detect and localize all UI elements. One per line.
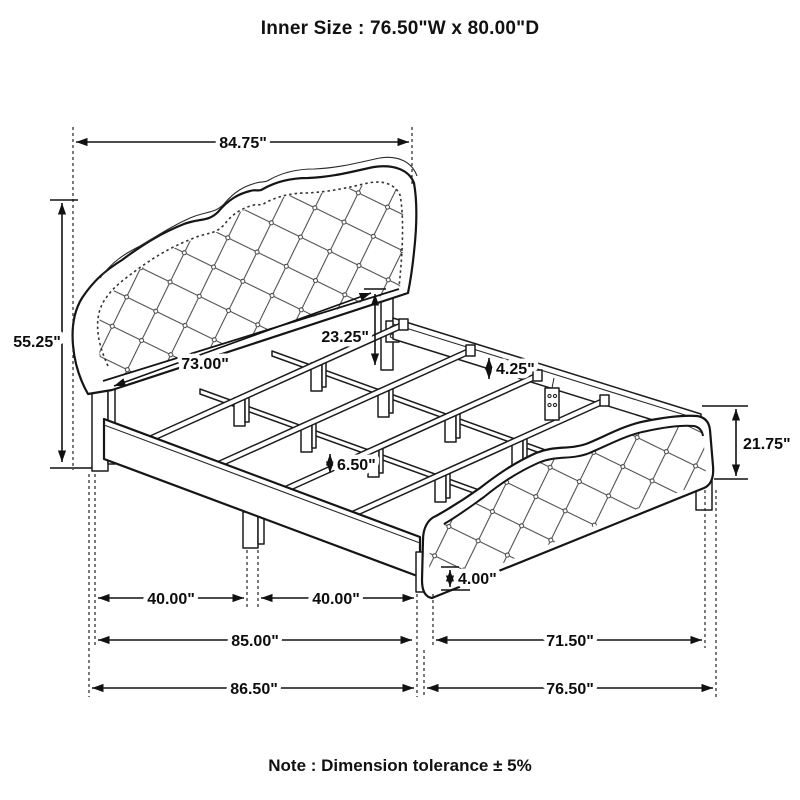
dim-footboard-width: 76.50" bbox=[546, 681, 594, 698]
dim-rail-inner-length: 85.00" bbox=[231, 633, 279, 650]
dim-headboard-inner-width: 73.00" bbox=[181, 356, 229, 373]
headboard bbox=[73, 157, 420, 471]
dim-center-leg-height: 6.50" bbox=[337, 457, 376, 474]
dim-leg-spacing-front: 40.00" bbox=[147, 591, 195, 608]
dim-overall-length: 86.50" bbox=[230, 681, 278, 698]
dim-footboard-height: 21.75" bbox=[743, 436, 791, 453]
dim-leg-spacing-rear: 40.00" bbox=[312, 591, 360, 608]
center-rail-bracket bbox=[545, 388, 559, 420]
inner-size-title: Inner Size : 76.50"W x 80.00"D bbox=[260, 18, 540, 39]
dim-headboard-height: 55.25" bbox=[13, 334, 61, 351]
dim-headboard-post-height: 23.25" bbox=[321, 329, 369, 346]
dim-headboard-width: 84.75" bbox=[219, 135, 267, 152]
dim-footboard-leg-height: 4.00" bbox=[458, 571, 497, 588]
tolerance-note: Note : Dimension tolerance ± 5% bbox=[268, 756, 532, 775]
dim-rail-to-slat-gap: 4.25" bbox=[496, 361, 535, 378]
dim-footboard-inner-width: 71.50" bbox=[546, 633, 594, 650]
